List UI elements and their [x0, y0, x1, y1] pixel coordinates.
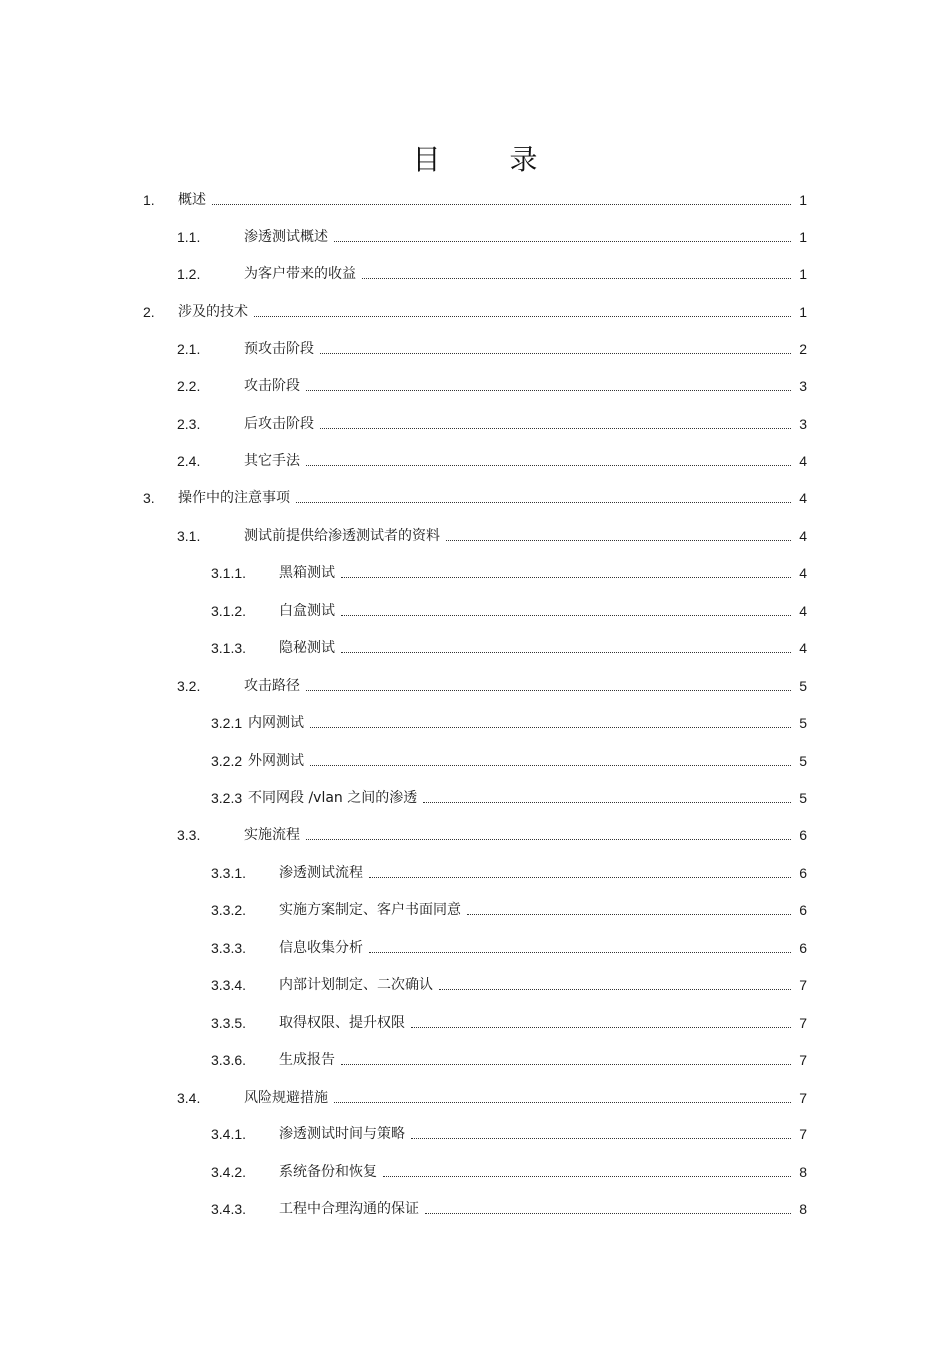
toc-entry[interactable] [211, 974, 807, 996]
toc-entry-page: 4 [799, 565, 807, 581]
toc-entry-label: 系统备份和恢复 [279, 1164, 377, 1180]
toc-entry[interactable] [177, 1087, 807, 1109]
toc-entry-page: 2 [799, 341, 807, 357]
toc-entry[interactable] [211, 1012, 807, 1034]
dot-leader [341, 1064, 791, 1065]
dot-leader [334, 1102, 791, 1103]
toc-entry-page: 4 [799, 603, 807, 619]
toc-entry-label: 内部计划制定、二次确认 [279, 977, 433, 993]
toc-entry-label: 不同网段 /vlan 之间的渗透 [248, 790, 418, 806]
toc-entry[interactable] [211, 712, 807, 734]
toc-entry[interactable] [177, 375, 807, 397]
toc-entry[interactable] [211, 750, 807, 772]
dot-leader [439, 989, 791, 990]
dot-leader [320, 428, 791, 429]
toc-entry-number: 3.4.3. [211, 1201, 247, 1217]
dot-leader [369, 877, 791, 878]
dot-leader [467, 914, 791, 915]
toc-entry-page: 7 [799, 1052, 807, 1068]
dot-leader [341, 615, 791, 616]
toc-entry-page: 5 [799, 715, 807, 731]
toc-entry-page: 5 [799, 678, 807, 694]
toc-entry-page: 8 [799, 1164, 807, 1180]
dot-leader [423, 802, 791, 803]
toc-entry[interactable] [211, 899, 807, 921]
toc-entry[interactable] [177, 226, 807, 248]
toc-entry-number: 3.3.5. [211, 1015, 247, 1031]
toc-entry[interactable] [143, 301, 807, 323]
toc-entry-page: 1 [799, 229, 807, 245]
toc-entry[interactable] [211, 600, 807, 622]
dot-leader [296, 502, 791, 503]
toc-entry-page: 1 [799, 304, 807, 320]
dot-leader [310, 727, 791, 728]
toc-entry[interactable] [143, 189, 807, 211]
dot-leader [320, 353, 791, 354]
dot-leader [306, 390, 791, 391]
toc-entry-page: 8 [799, 1201, 807, 1217]
toc-entry-label: 外网测试 [248, 753, 304, 769]
toc-entry-label: 操作中的注意事项 [178, 490, 290, 506]
toc-entry-page: 5 [799, 790, 807, 806]
toc-entry-page: 1 [799, 192, 807, 208]
toc-entry-label: 渗透测试概述 [244, 229, 328, 245]
toc-entry[interactable] [211, 1161, 807, 1183]
toc-entry-label: 攻击路径 [244, 678, 300, 694]
toc-entry-label: 测试前提供给渗透测试者的资料 [244, 528, 440, 544]
toc-entry-number: 3.3.4. [211, 977, 247, 993]
toc-entry-number: 3. [143, 490, 155, 506]
toc-entry-page: 4 [799, 528, 807, 544]
toc-entry[interactable] [211, 562, 807, 584]
dot-leader [341, 577, 791, 578]
dot-leader [383, 1176, 791, 1177]
toc-entry-page: 6 [799, 865, 807, 881]
toc-entry-page: 4 [799, 490, 807, 506]
toc-entry-page: 4 [799, 640, 807, 656]
toc-entry-label: 信息收集分析 [279, 940, 363, 956]
toc-entry[interactable] [177, 338, 807, 360]
toc-entry[interactable] [211, 937, 807, 959]
dot-leader [306, 690, 791, 691]
dot-leader [334, 241, 791, 242]
toc-entry-label: 攻击阶段 [244, 378, 300, 394]
toc-entry-page: 7 [799, 1015, 807, 1031]
toc-entry-label: 后攻击阶段 [244, 416, 314, 432]
toc-entry-page: 1 [799, 266, 807, 282]
toc-entry-page: 4 [799, 453, 807, 469]
toc-entry-number: 2.1. [177, 341, 201, 357]
toc-entry-number: 3.1.3. [211, 640, 247, 656]
toc-entry-number: 2.3. [177, 416, 201, 432]
toc-entry-number: 3.4. [177, 1090, 201, 1106]
toc-entry-page: 7 [799, 1126, 807, 1142]
toc-entry-label: 渗透测试流程 [279, 865, 363, 881]
toc-entry-label: 实施流程 [244, 827, 300, 843]
toc-entry-number: 3.2.2 [211, 753, 243, 769]
dot-leader [306, 465, 791, 466]
toc-entry[interactable] [211, 787, 807, 809]
toc-entry-number: 3.3.3. [211, 940, 247, 956]
toc-entry-number: 2.4. [177, 453, 201, 469]
toc-entry[interactable] [211, 637, 807, 659]
toc-entry-label: 概述 [178, 192, 206, 208]
toc-entry-label: 取得权限、提升权限 [279, 1015, 405, 1031]
toc-entry-number: 2.2. [177, 378, 201, 394]
toc-entry-label: 生成报告 [279, 1052, 335, 1068]
toc-entry-label: 实施方案制定、客户书面同意 [279, 902, 461, 918]
toc-entry[interactable] [143, 487, 807, 509]
dot-leader [310, 765, 791, 766]
toc-entry-page: 6 [799, 902, 807, 918]
toc-entry-label: 其它手法 [244, 453, 300, 469]
toc-entry[interactable] [177, 450, 807, 472]
toc-entry-page: 7 [799, 1090, 807, 1106]
dot-leader [362, 278, 791, 279]
toc-entry[interactable] [211, 1198, 807, 1220]
toc-entry[interactable] [211, 1123, 807, 1145]
toc-entry-label: 黑箱测试 [279, 565, 335, 581]
toc-entry-label: 涉及的技术 [178, 304, 248, 320]
dot-leader [411, 1027, 791, 1028]
dot-leader [306, 839, 791, 840]
toc-entry-label: 预攻击阶段 [244, 341, 314, 357]
toc-entry-label: 为客户带来的收益 [244, 266, 356, 282]
dot-leader [369, 952, 791, 953]
toc-entry-number: 1.1. [177, 229, 201, 245]
toc-entry[interactable] [177, 263, 807, 285]
toc-entry-label: 白盒测试 [279, 603, 335, 619]
toc-entry-label: 内网测试 [248, 715, 304, 731]
toc-entry-number: 3.3.2. [211, 902, 247, 918]
toc-entry-number: 3.3.6. [211, 1052, 247, 1068]
toc-entry-number: 3.3. [177, 827, 201, 843]
toc-entry[interactable] [211, 1049, 807, 1071]
toc-entry-number: 3.1.1. [211, 565, 247, 581]
toc-entry-page: 5 [799, 753, 807, 769]
toc-entry-number: 1. [143, 192, 155, 208]
toc-entry-number: 3.4.1. [211, 1126, 247, 1142]
toc-entry[interactable] [177, 675, 807, 697]
dot-leader [425, 1213, 791, 1214]
toc-entry-label: 风险规避措施 [244, 1090, 328, 1106]
dot-leader [212, 204, 791, 205]
toc-entry-page: 7 [799, 977, 807, 993]
toc-entry[interactable] [177, 525, 807, 547]
toc-entry-page: 6 [799, 940, 807, 956]
toc-entry-number: 3.1.2. [211, 603, 247, 619]
toc-entry-number: 3.1. [177, 528, 201, 544]
toc-entry-number: 3.2.1 [211, 715, 243, 731]
dot-leader [254, 316, 791, 317]
toc-entry-label: 工程中合理沟通的保证 [279, 1201, 419, 1217]
toc-entry-number: 3.2.3 [211, 790, 243, 806]
toc-entry-number: 3.3.1. [211, 865, 247, 881]
page-title: 目 录 [412, 143, 568, 176]
toc-entry-label: 隐秘测试 [279, 640, 335, 656]
toc-entry-number: 2. [143, 304, 155, 320]
toc-entry[interactable] [211, 862, 807, 884]
toc-entry-number: 3.2. [177, 678, 201, 694]
dot-leader [341, 652, 791, 653]
toc-entry-page: 6 [799, 827, 807, 843]
toc-entry-page: 3 [799, 416, 807, 432]
toc-entry[interactable] [177, 824, 807, 846]
toc-entry-number: 3.4.2. [211, 1164, 247, 1180]
toc-entry-page: 3 [799, 378, 807, 394]
dot-leader [411, 1138, 791, 1139]
toc-entry-label: 渗透测试时间与策略 [279, 1126, 405, 1142]
toc-entry-number: 1.2. [177, 266, 201, 282]
dot-leader [446, 540, 791, 541]
toc-entry[interactable] [177, 413, 807, 435]
